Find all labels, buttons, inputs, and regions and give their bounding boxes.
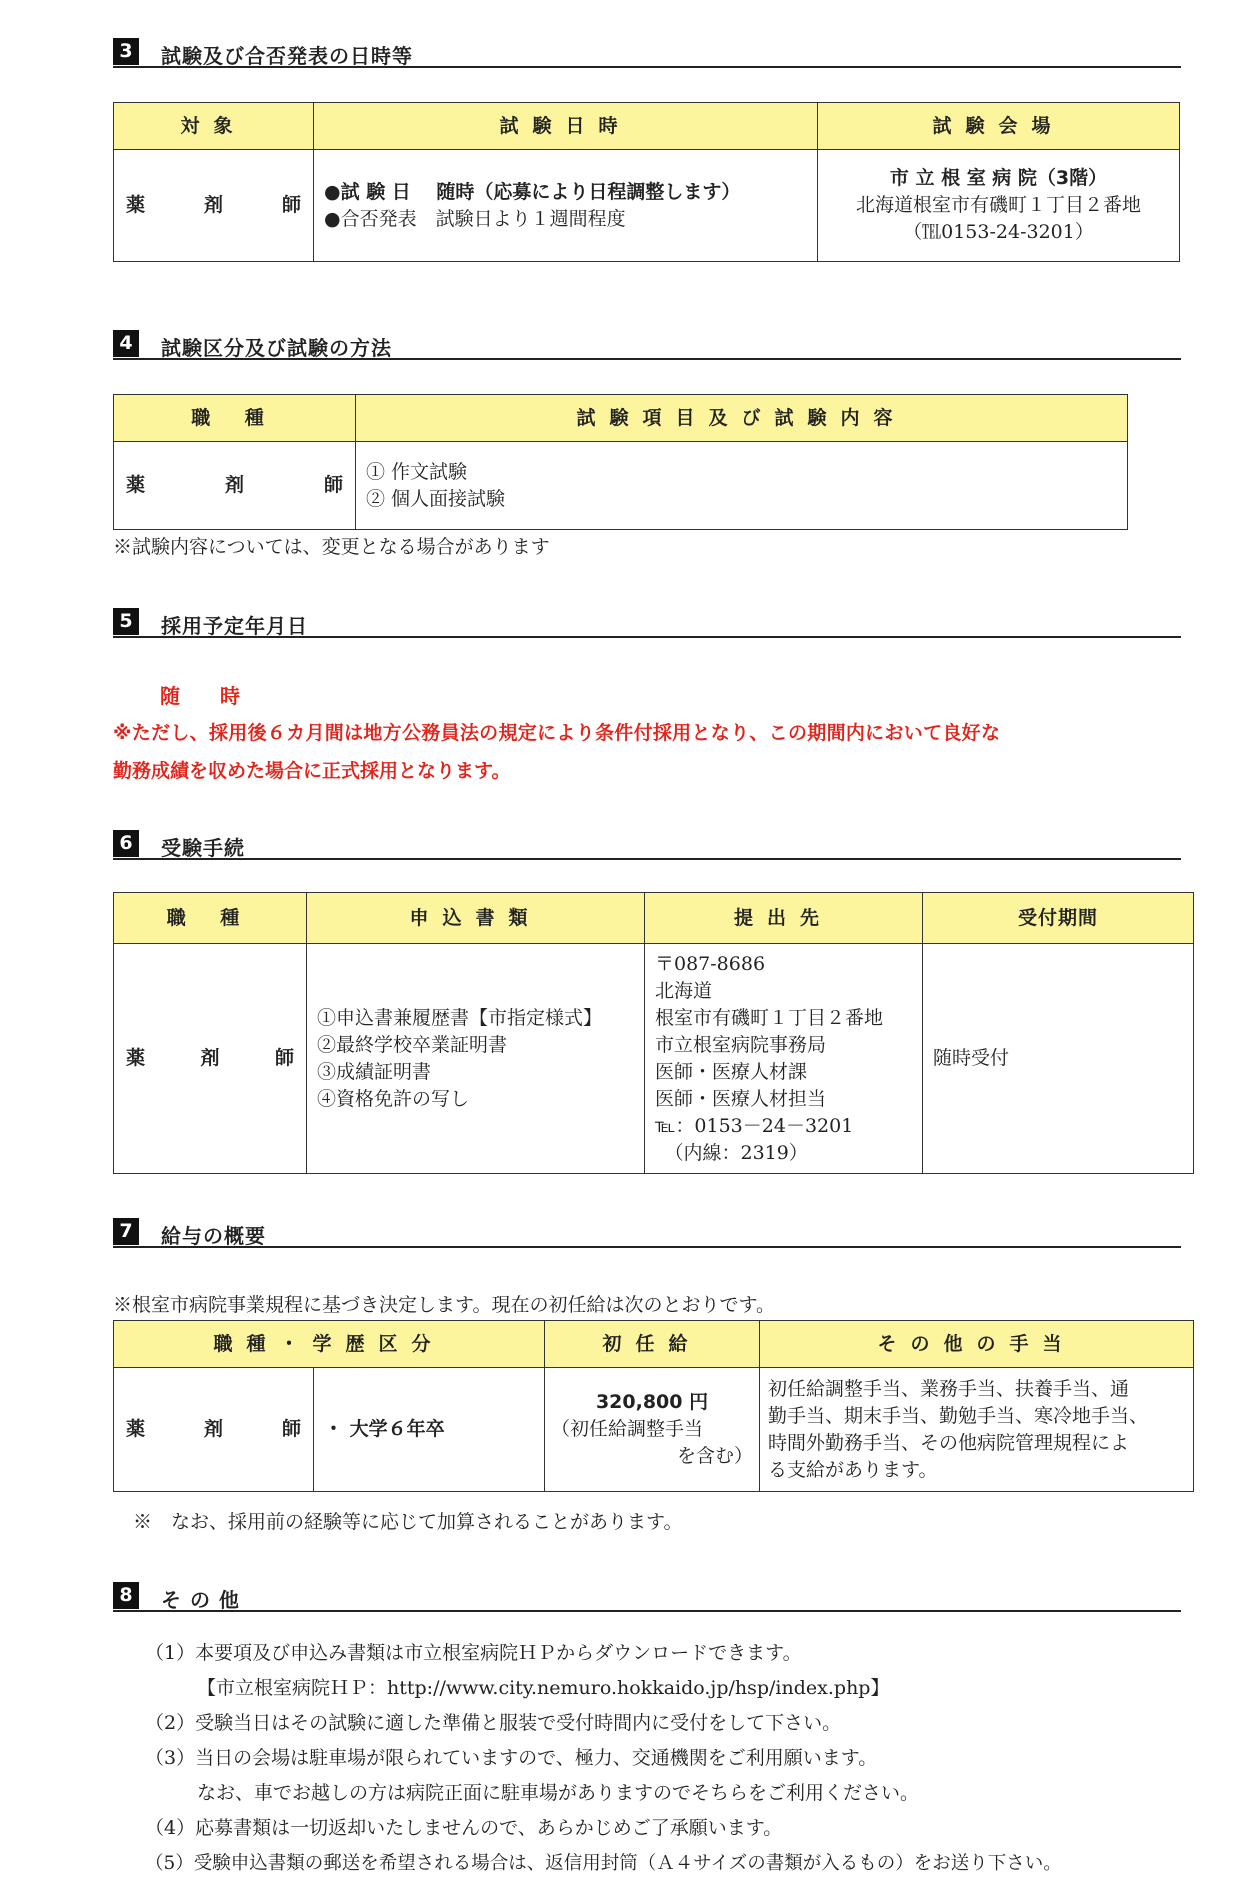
other-item: （4）応募書類は一切返却いたしませんので、あらかじめご了承願います。 xyxy=(145,1817,783,1839)
salary-intro: ※根室市病院事業規程に基づき決定します。現在の初任給は次のとおりです。 xyxy=(113,1294,775,1316)
header-documents: 申込書類 xyxy=(307,893,645,944)
header-job-type: 職 種 xyxy=(114,893,307,944)
exam-datetime-cell xyxy=(314,150,818,262)
allowance-line: 初任給調整手当、業務手当、扶養手当、通 xyxy=(768,1377,1130,1400)
allowance-line: る支給があります。 xyxy=(768,1458,938,1481)
exam-items-cell xyxy=(356,442,1128,530)
exam-method-note: ※試験内容については、変更となる場合があります xyxy=(113,536,550,558)
section-7-heading xyxy=(113,1218,1181,1248)
section-title: 試験区分及び試験の方法 xyxy=(161,336,392,360)
document-item: ③成績証明書 xyxy=(317,1060,432,1083)
venue-tel: （℡0153-24-3201） xyxy=(903,221,1094,243)
salary-amount-cell xyxy=(545,1368,760,1492)
document-item: ①申込書兼履歴書【市指定様式】 xyxy=(317,1006,603,1029)
destination-extension: （内線：2319） xyxy=(655,1141,808,1164)
destination-tel: ℡：0153－24－3201 xyxy=(655,1114,854,1137)
section-3-heading xyxy=(113,38,1181,68)
postal-code: 〒087-8686 xyxy=(655,952,766,975)
section-5-heading xyxy=(113,608,1181,638)
role-cell: 薬 剤 師 xyxy=(114,150,314,262)
destination-line: 医師・医療人材課 xyxy=(655,1060,808,1083)
section-title: 採用予定年月日 xyxy=(161,614,308,638)
other-item-continuation: なお、車でお越しの方は病院正面に駐車場がありますのでそちらをご利用ください。 xyxy=(197,1782,920,1804)
section-number: 6 xyxy=(113,830,139,857)
hp-link-text: 【市立根室病院ＨＰ：http://www.city.nemuro.hokkaido.jp/hsp/index.php】 xyxy=(197,1677,890,1699)
header-target: 対象 xyxy=(114,103,314,150)
result-announce-line: ●合否発表 試験日より１週間程度 xyxy=(324,207,626,230)
hire-date-value: 随 時 xyxy=(160,684,240,708)
header-period: 受付期間 xyxy=(923,893,1194,944)
destination-cell xyxy=(645,944,923,1174)
section-number: 4 xyxy=(113,330,139,357)
section-title: そ の 他 xyxy=(161,1588,240,1612)
hire-date-note-line1: ※ただし、採用後６カ月間は地方公務員法の規定により条件付採用となり、この期間内において良好な xyxy=(113,722,1001,744)
document-item: ④資格免許の写し xyxy=(317,1087,470,1110)
header-exam-content: 試験項目及び試験内容 xyxy=(356,395,1128,442)
exam-schedule-table xyxy=(113,102,1180,262)
exam-venue-cell xyxy=(818,150,1180,262)
section-number: 7 xyxy=(113,1218,139,1245)
role-cell: 薬 剤 師 xyxy=(114,442,356,530)
period-cell: 随時受付 xyxy=(923,944,1194,1174)
section-4-heading xyxy=(113,330,1181,360)
section-number: 8 xyxy=(113,1582,139,1609)
role-cell: 薬 剤 師 xyxy=(114,944,307,1174)
exam-date-line: ●試 験 日 随時（応募により日程調整します） xyxy=(324,180,741,203)
section-title: 試験及び合否発表の日時等 xyxy=(161,44,413,68)
other-item: （2）受験当日はその試験に適した準備と服装で受付時間内に受付をして下さい。 xyxy=(145,1712,842,1734)
exam-item: ① 作文試験 xyxy=(366,460,468,483)
section-title: 給与の概要 xyxy=(161,1224,266,1248)
education-cell: ・ 大学６年卒 xyxy=(314,1368,545,1492)
procedure-table xyxy=(113,892,1194,1174)
role-cell: 薬 剤 師 xyxy=(114,1368,314,1492)
salary-amount: 320,800 円 xyxy=(595,1391,709,1413)
section-6-heading xyxy=(113,830,1181,860)
destination-line: 北海道 xyxy=(655,979,713,1002)
documents-cell xyxy=(307,944,645,1174)
section-8-heading xyxy=(113,1582,1181,1612)
salary-table xyxy=(113,1320,1194,1492)
exam-method-table xyxy=(113,394,1128,530)
salary-amount-note: （初任給調整手当 xyxy=(551,1418,704,1440)
salary-note: ※ なお、採用前の経験等に応じて加算されることがあります。 xyxy=(133,1511,683,1533)
destination-line: 根室市有磯町１丁目２番地 xyxy=(655,1006,884,1029)
header-datetime: 試験日時 xyxy=(314,103,818,150)
allowances-cell xyxy=(760,1368,1194,1492)
other-item: （5）受験申込書類の郵送を希望される場合は、返信用封筒（Ａ４サイズの書類が入るもの）をお送り下さい。 xyxy=(145,1853,1062,1874)
hire-date-note-line2: 勤務成績を収めた場合に正式採用となります。 xyxy=(113,760,511,782)
venue-name: 市 立 根 室 病 院（3階） xyxy=(889,167,1108,189)
exam-item: ② 個人面接試験 xyxy=(366,487,506,510)
header-job-education: 職種・学歴区分 xyxy=(114,1321,545,1368)
document-item: ②最終学校卒業証明書 xyxy=(317,1033,508,1056)
allowance-line: 時間外勤務手当、その他病院管理規程によ xyxy=(768,1431,1130,1454)
venue-address: 北海道根室市有磯町１丁目２番地 xyxy=(855,194,1141,216)
destination-line: 医師・医療人材担当 xyxy=(655,1087,827,1110)
header-job-type: 職 種 xyxy=(114,395,356,442)
header-starting-salary: 初任給 xyxy=(545,1321,760,1368)
other-item: （1）本要項及び申込み書類は市立根室病院ＨＰからダウンロードできます。 xyxy=(145,1642,802,1664)
salary-amount-note: を含む） xyxy=(677,1445,754,1467)
allowance-line: 勤手当、期末手当、勤勉手当、寒冷地手当、 xyxy=(768,1404,1149,1427)
other-item: （3）当日の会場は駐車場が限られていますので、極力、交通機関をご利用願います。 xyxy=(145,1747,878,1769)
other-notes-list xyxy=(145,1636,1062,1881)
header-other-allowances: その他の手当 xyxy=(760,1321,1194,1368)
section-number: 3 xyxy=(113,38,139,65)
section-title: 受験手続 xyxy=(161,836,245,860)
header-venue: 試験会場 xyxy=(818,103,1180,150)
header-destination: 提出先 xyxy=(645,893,923,944)
section-number: 5 xyxy=(113,608,139,635)
destination-line: 市立根室病院事務局 xyxy=(655,1033,827,1056)
